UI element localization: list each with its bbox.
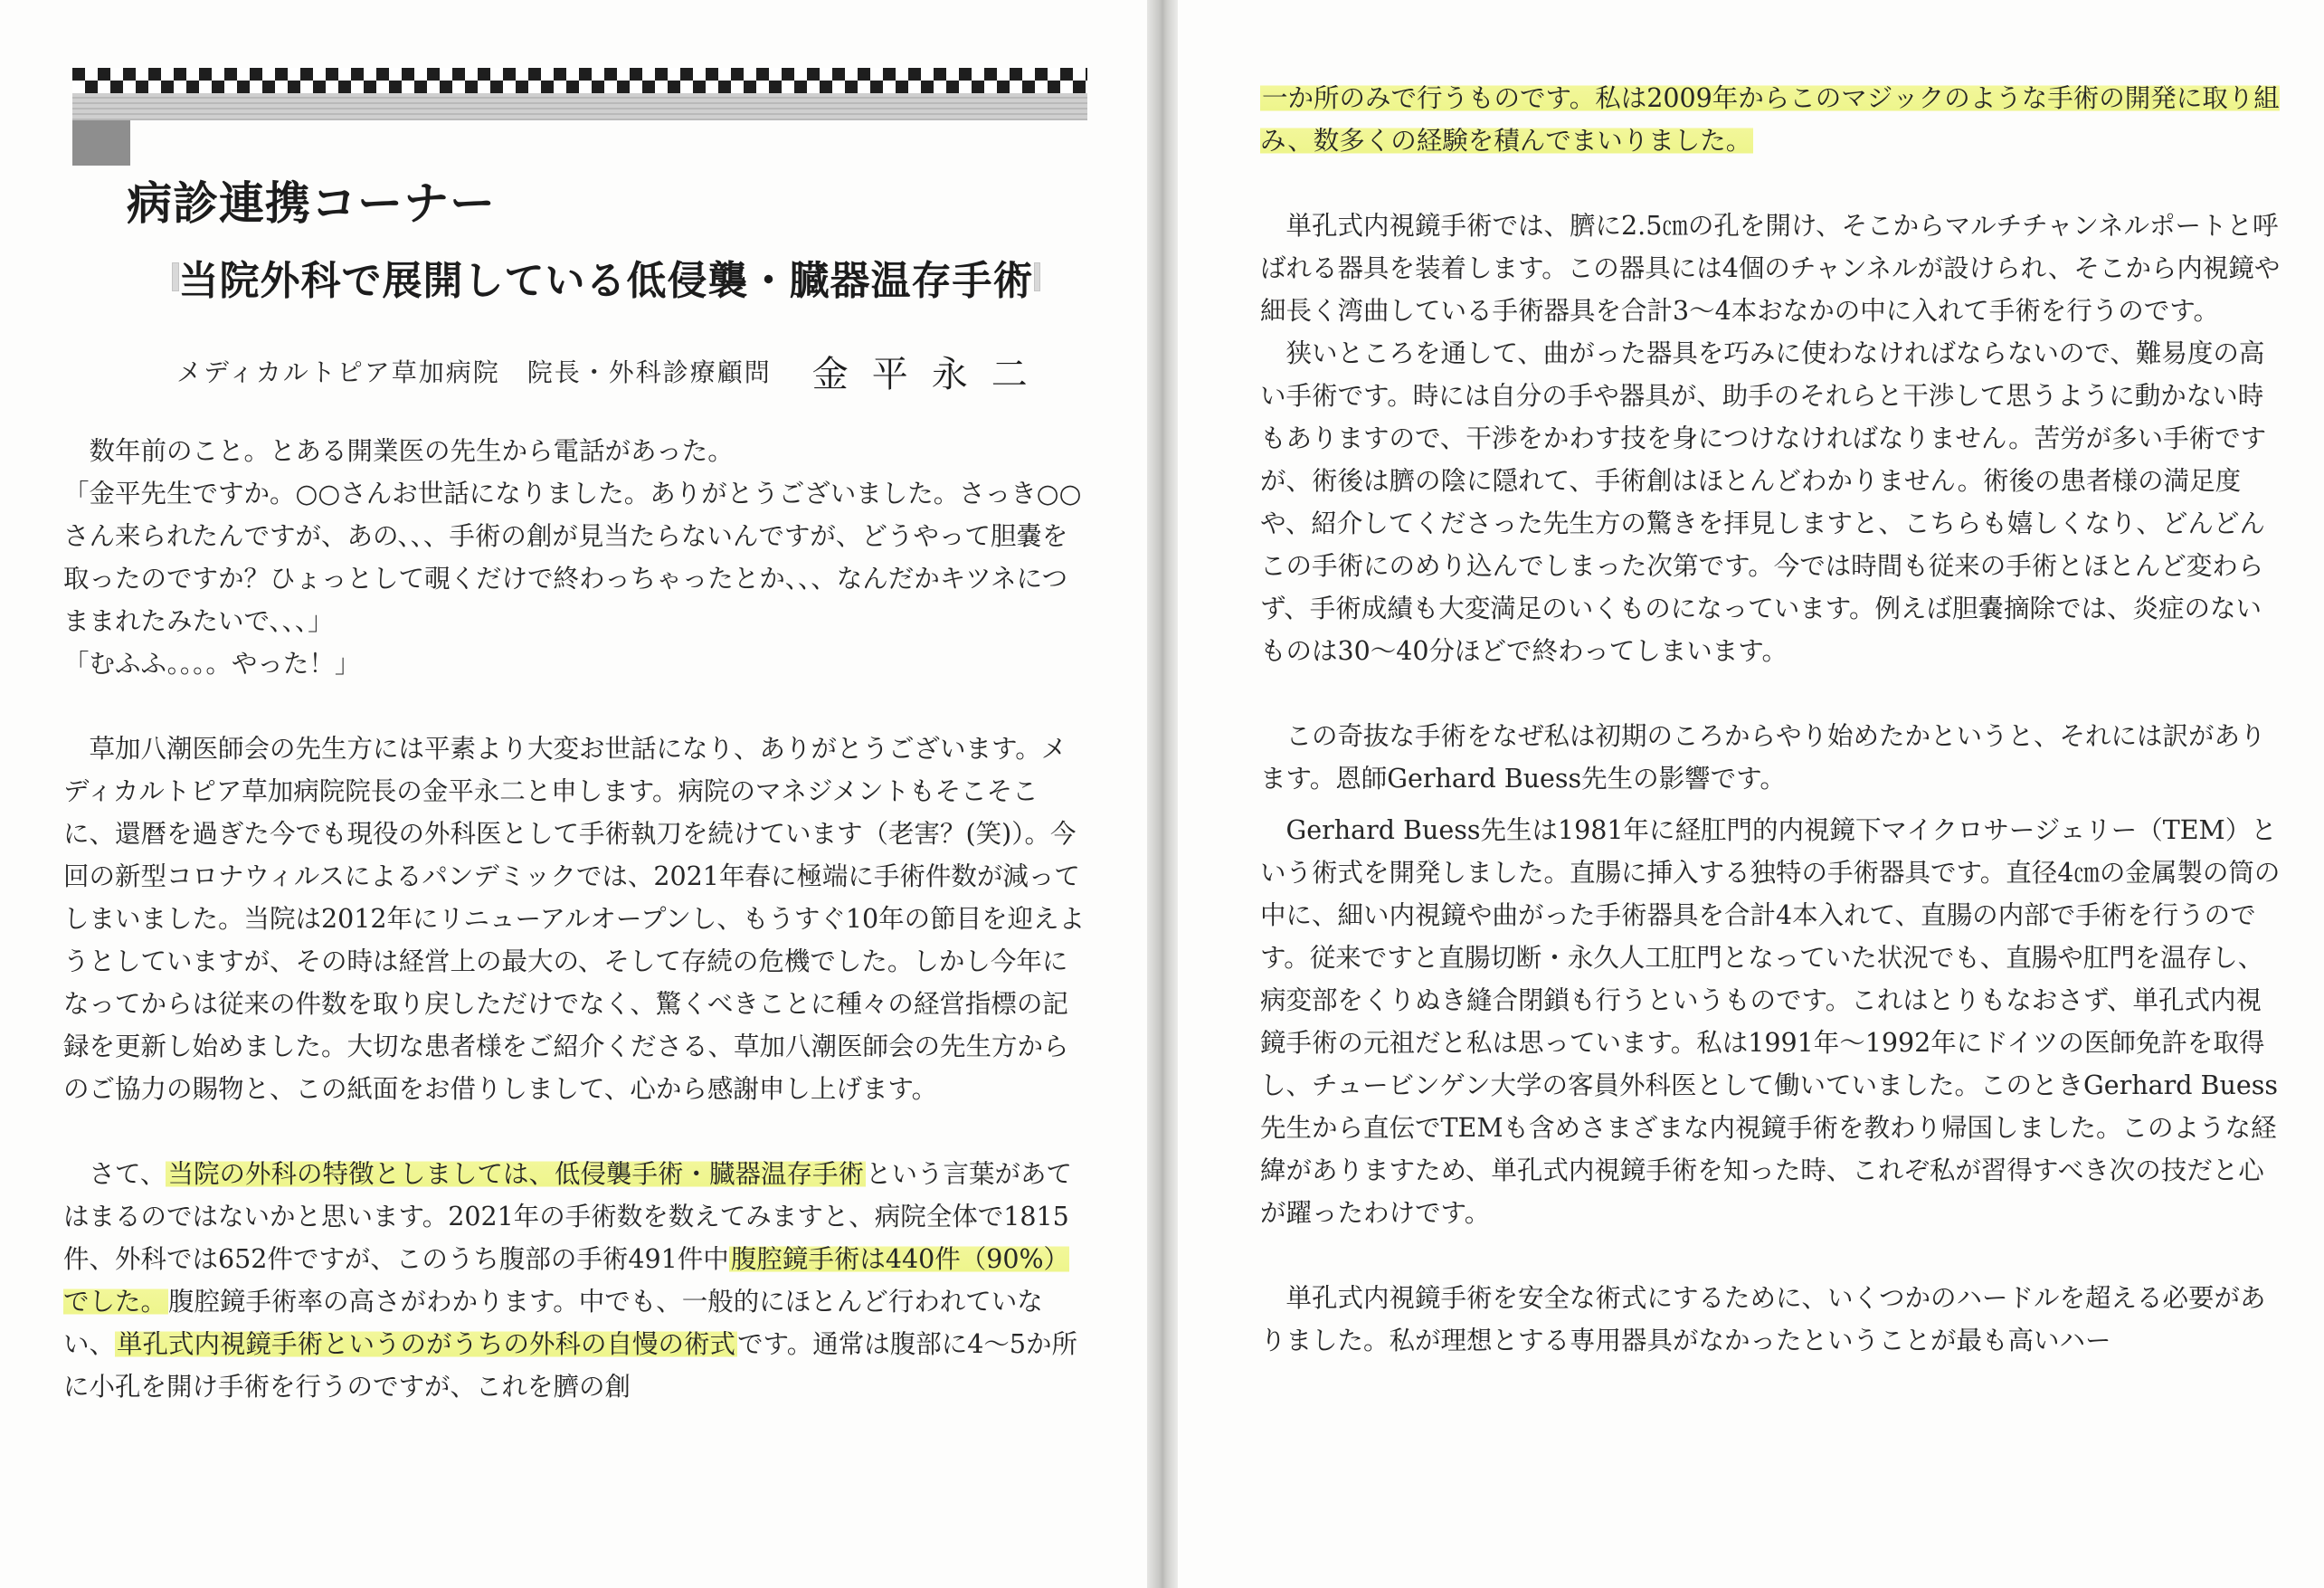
gray-header-band <box>72 93 1087 120</box>
paragraph: 数年前のこと。とある開業医の先生から電話があった。 <box>89 436 734 466</box>
right-body-text <box>1260 77 2282 1362</box>
quote-paragraph: 「むふふ。。。。やった！」 <box>63 649 361 679</box>
paragraph: Gerhard Buess先生は1981年に経肛門的内視鏡下マイクロサージェリー（TEM）という術式を開発しました。直腸に挿入する独特の手術器具です。直径4㎝の金属製の筒の中に、細い内視鏡や曲がった手術器具を合計4本入れて、直腸の内部で手術を行うのです。従来ですと直腸切断・永久人工肛門となっていた状況でも、直腸や肛門を温存し、病変部をくりぬき縫合閉鎖も行うというものです。これはとりもなおさず、単孔式内視鏡手術の元祖だと私は思っています。私は1991年～1992年にドイツの医師免許を取得し、チュービンゲン大学の客員外科医として働いていました。このときGerhard Buess先生から直伝でTEMも含めさまざまな内視鏡手術を教わり帰国しました。このような経緯がありますため、単孔式内視鏡手術を知った時、これぞ私が習得すべき次の技だと心が躍ったわけです。 <box>1260 815 2281 1228</box>
corner-title: 病診連携コーナー <box>127 177 496 230</box>
paragraph: 単孔式内視鏡手術を安全な術式にするために、いくつかのハードルを超える必要がありました。私が理想とする専用器具がなかったということが最も高いハー <box>1260 1283 2266 1355</box>
author-name: 金平永二 <box>811 353 1051 395</box>
text-span: 腹腔鏡手術率の高さがわかります。中でも、一般的にほとんど行われていない、 <box>63 1287 1043 1359</box>
paragraph: 単孔式内視鏡手術では、臍に2.5㎝の孔を開け、そこからマルチチャンネルポートと呼ばれる器具を装着します。この器具には4個のチャンネルが設けられ、そこから内視鏡や細長く湾曲している手術器具を合計3～4本おなかの中に入れて手術を行うのです。 <box>1260 211 2281 326</box>
author-affiliation: メディカルトピア草加病院 院長・外科診療顧問 <box>176 357 772 387</box>
subtitle-row <box>172 249 1040 305</box>
book-gutter <box>1147 0 1178 1588</box>
highlighted-text: 当院の外科の特徴としましては、低侵襲手術・臓器温存手術 <box>167 1159 864 1189</box>
paragraph-highlighted <box>63 1153 1086 1408</box>
text-span: です。通常は腹部に4～5か所に小孔を開け手術を行うのですが、これを臍の創 <box>63 1329 1078 1402</box>
paragraph: 草加八潮医師会の先生方には平素より大変お世話になり、ありがとうございます。メディカルトピア草加病院院長の金平永二と申します。病院のマネジメントもそこそこに、還暦を過ぎた今でも現役の外科医として手術執刀を続けています（老害？(笑)）。今回の新型コロナウィルスによるパンデミックでは、2021年春に極端に手術件数が減ってしまいました。当院は2012年にリニューアルオープンし、もうすぐ10年の節目を迎えようとしていますが、その時は経営上の最大の、そして存続の危機でした。しかし今年になってからは従来の件数を取り戻しただけでなく、驚くべきことに種々の経営指標の記録を更新し始めました。大切な患者様をご紹介くださる、草加八潮医師会の先生方からのご協力の賜物と、この紙面をお借りしまして、心から感謝申し上げます。 <box>63 734 1086 1104</box>
paragraph: 狭いところを通して、曲がった器具を巧みに使わなければならないので、難易度の高い手術です。時には自分の手や器具が、助手のそれらと干渉して思うように動かない時もありますので、干渉をかわす技を身につけなければなりません。苦労が多い手術ですが、術後は臍の陰に隠れて、手術創はほとんどわかりません。術後の患者様の満足度や、紹介してくださった先生方の驚きを拝見しますと、こちらも嬉しくなり、どんどんこの手術にのめり込んでしまった次第です。今では時間も従来の手術とほとんど変わらず、手術成績も大変満足のいくものになっています。例えば胆嚢摘除では、炎症のないものは30～40分ほどで終わってしまいます。 <box>1260 338 2267 666</box>
subtitle-right-square-icon <box>1034 262 1041 291</box>
text-span: という言葉があてはまるのではないかと思います。2021年の手術数を数えてみますと、病院全体で1815件、外科では652件ですが、このうち腹部の手術491件中 <box>63 1159 1072 1274</box>
article-subtitle: 当院外科で展開している低侵襲・臓器温存手術 <box>178 258 1034 304</box>
highlighted-text: 腹腔鏡手術は440件（90%）でした。 <box>63 1244 1070 1317</box>
highlighted-text: 単孔式内視鏡手術というのがうちの外科の自慢の術式 <box>117 1329 736 1359</box>
left-page <box>0 0 1147 1588</box>
subtitle-left-square-icon <box>172 262 179 291</box>
corner-marker-block <box>72 120 130 166</box>
left-body-text <box>63 430 1086 1408</box>
paragraph: この奇抜な手術をなぜ私は初期のころからやり始めたかというと、それには訳があります。恩師Gerhard Buess先生の影響です。 <box>1260 721 2266 794</box>
author-line <box>176 344 1086 398</box>
text-span: さて、 <box>89 1159 166 1189</box>
highlighted-text: 一か所のみで行うものです。私は2009年からこのマジックのような手術の開発に取り組み、数多くの経験を積んでまいりました。 <box>1260 83 2280 156</box>
paragraph-highlighted <box>1260 77 2282 162</box>
quote-paragraph: 「金平先生ですか。○○さんお世話になりました。ありがとうございました。さっき○○さん来られたんですが、あの、、、手術の創が見当たらないんですが、どうやって胆嚢を取ったのですか？ひょっとして覗くだけで終わっちゃったとか、、、なんだかキツネにつままれたみたいで、、、」 <box>63 479 1082 636</box>
checker-header-band <box>72 68 1087 93</box>
